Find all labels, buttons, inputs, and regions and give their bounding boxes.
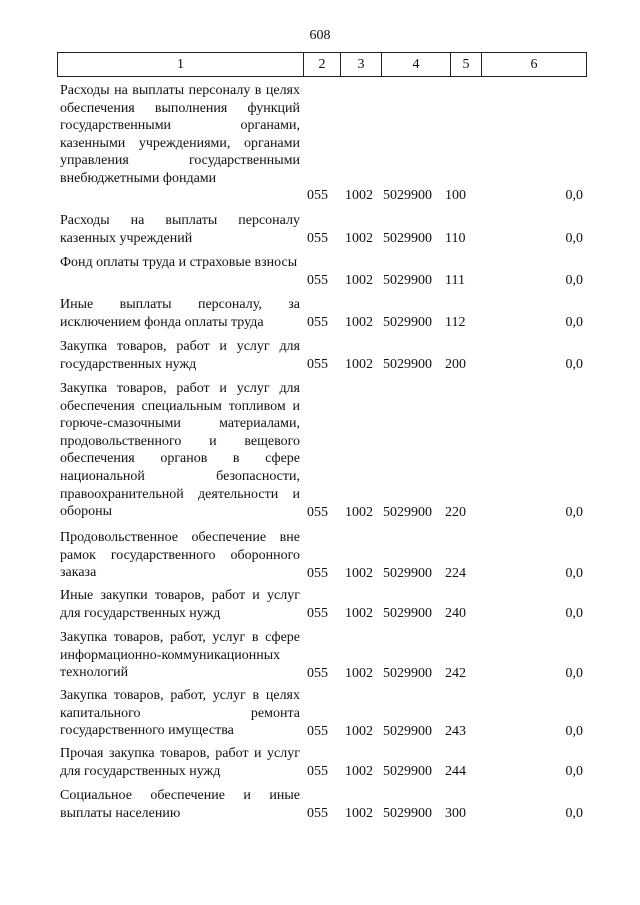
ministry-code: 055 bbox=[307, 806, 328, 821]
amount: 0,0 bbox=[565, 273, 583, 288]
row-description: Продовольственное обеспечение вне рамок государственного оборонного заказа bbox=[60, 530, 300, 581]
expense-type-code: 240 bbox=[445, 606, 466, 621]
table-row bbox=[0, 529, 640, 587]
expense-type-code: 112 bbox=[445, 315, 466, 330]
ministry-code: 055 bbox=[307, 188, 328, 203]
target-article-code: 5029900 bbox=[383, 357, 432, 372]
target-article-code: 5029900 bbox=[383, 188, 432, 203]
row-description: Закупка товаров, работ, услуг в сфере информационно-коммуникационных технологий bbox=[60, 630, 300, 681]
table-row bbox=[0, 687, 640, 745]
row-description: Расходы на выплаты персоналу казенных учреждений bbox=[60, 213, 300, 246]
amount: 0,0 bbox=[565, 566, 583, 581]
amount: 0,0 bbox=[565, 606, 583, 621]
ministry-code: 055 bbox=[307, 666, 328, 681]
column-header-5: 5 bbox=[451, 53, 482, 77]
amount: 0,0 bbox=[565, 231, 583, 246]
column-header-3: 3 bbox=[341, 53, 382, 77]
ministry-code: 055 bbox=[307, 764, 328, 779]
column-header-1: 1 bbox=[58, 53, 304, 77]
amount: 0,0 bbox=[565, 806, 583, 821]
column-header-2: 2 bbox=[304, 53, 341, 77]
ministry-code: 055 bbox=[307, 315, 328, 330]
section-code: 1002 bbox=[345, 357, 373, 372]
table-row bbox=[0, 380, 640, 529]
target-article-code: 5029900 bbox=[383, 505, 432, 520]
ministry-code: 055 bbox=[307, 273, 328, 288]
ministry-code: 055 bbox=[307, 606, 328, 621]
target-article-code: 5029900 bbox=[383, 315, 432, 330]
target-article-code: 5029900 bbox=[383, 566, 432, 581]
table-row bbox=[0, 338, 640, 380]
row-description: Фонд оплаты труда и страховые взносы bbox=[60, 255, 298, 270]
row-description: Иные закупки товаров, работ и услуг для государственных нужд bbox=[60, 588, 300, 621]
table-row bbox=[0, 787, 640, 829]
amount: 0,0 bbox=[565, 764, 583, 779]
row-description: Расходы на выплаты персоналу в целях обеспечения выполнения функций государственными органами, казенными учреждениями, органами управления государственными внебюджетными фондами bbox=[60, 83, 300, 186]
expense-type-code: 242 bbox=[445, 666, 466, 681]
table-row bbox=[0, 587, 640, 629]
row-description: Социальное обеспечение и иные выплаты населению bbox=[60, 788, 300, 821]
expense-type-code: 300 bbox=[445, 806, 466, 821]
column-header-table bbox=[57, 52, 587, 77]
ministry-code: 055 bbox=[307, 231, 328, 246]
section-code: 1002 bbox=[345, 724, 373, 739]
ministry-code: 055 bbox=[307, 724, 328, 739]
table-row bbox=[0, 82, 640, 212]
expense-type-code: 100 bbox=[445, 188, 466, 203]
table-row bbox=[0, 629, 640, 687]
section-code: 1002 bbox=[345, 666, 373, 681]
table-row bbox=[0, 296, 640, 338]
target-article-code: 5029900 bbox=[383, 273, 432, 288]
row-description: Закупка товаров, работ и услуг для государственных нужд bbox=[60, 339, 300, 372]
amount: 0,0 bbox=[565, 357, 583, 372]
expense-type-code: 244 bbox=[445, 764, 466, 779]
table-row bbox=[0, 745, 640, 787]
expense-type-code: 111 bbox=[445, 273, 465, 288]
row-description: Закупка товаров, работ, услуг в целях капитального ремонта государственного имущества bbox=[60, 688, 300, 739]
section-code: 1002 bbox=[345, 606, 373, 621]
section-code: 1002 bbox=[345, 764, 373, 779]
table-row bbox=[0, 254, 640, 296]
section-code: 1002 bbox=[345, 806, 373, 821]
column-header-4: 4 bbox=[382, 53, 451, 77]
row-description: Иные выплаты персоналу, за исключением фонда оплаты труда bbox=[60, 297, 300, 330]
section-code: 1002 bbox=[345, 315, 373, 330]
expense-type-code: 243 bbox=[445, 724, 466, 739]
section-code: 1002 bbox=[345, 188, 373, 203]
amount: 0,0 bbox=[565, 724, 583, 739]
target-article-code: 5029900 bbox=[383, 724, 432, 739]
amount: 0,0 bbox=[565, 315, 583, 330]
target-article-code: 5029900 bbox=[383, 606, 432, 621]
amount: 0,0 bbox=[565, 666, 583, 681]
target-article-code: 5029900 bbox=[383, 806, 432, 821]
section-code: 1002 bbox=[345, 566, 373, 581]
expense-type-code: 224 bbox=[445, 566, 466, 581]
ministry-code: 055 bbox=[307, 505, 328, 520]
budget-table-body bbox=[0, 82, 640, 829]
section-code: 1002 bbox=[345, 505, 373, 520]
target-article-code: 5029900 bbox=[383, 666, 432, 681]
row-description: Закупка товаров, работ и услуг для обеспечения специальным топливом и горюче-смазочными материалами, продовольственного и вещевого обеспечения органов в сфере национальной безопасности, правоохранительной деятельности и обороны bbox=[60, 381, 300, 520]
page-number: 608 bbox=[309, 28, 331, 43]
row-description: Прочая закупка товаров, работ и услуг для государственных нужд bbox=[60, 746, 300, 779]
expense-type-code: 200 bbox=[445, 357, 466, 372]
amount: 0,0 bbox=[565, 505, 583, 520]
ministry-code: 055 bbox=[307, 566, 328, 581]
section-code: 1002 bbox=[345, 273, 373, 288]
section-code: 1002 bbox=[345, 231, 373, 246]
target-article-code: 5029900 bbox=[383, 764, 432, 779]
table-row bbox=[0, 212, 640, 254]
ministry-code: 055 bbox=[307, 357, 328, 372]
target-article-code: 5029900 bbox=[383, 231, 432, 246]
expense-type-code: 110 bbox=[445, 231, 466, 246]
column-header-6: 6 bbox=[482, 53, 587, 77]
amount: 0,0 bbox=[565, 188, 583, 203]
expense-type-code: 220 bbox=[445, 505, 466, 520]
